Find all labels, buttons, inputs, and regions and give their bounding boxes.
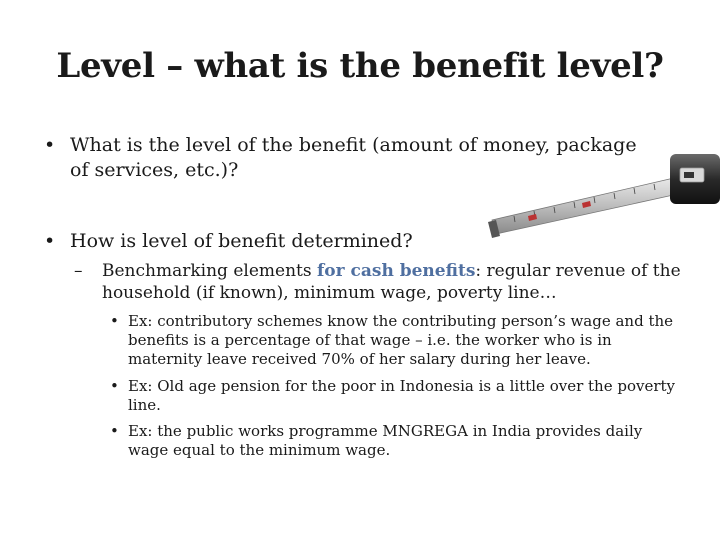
- benchmarking-rest: : regular revenue of the household (if known), minimum wage, poverty line…: [102, 261, 681, 303]
- sub-bullet-benchmarking: [74, 260, 694, 304]
- example-mngrega-india: [110, 422, 685, 460]
- bullet-marker: •: [44, 230, 56, 252]
- benchmarking-intro: Benchmarking elements: [102, 261, 317, 281]
- slide-title: Level – what is the benefit level?: [56, 46, 664, 86]
- bullet-text: What is the level of the benefit (amount of money, package of services, etc.)?: [70, 134, 637, 181]
- bullet-marker: •: [110, 377, 119, 395]
- bullet-marker: •: [110, 422, 119, 440]
- example-indonesia-pension: [110, 377, 685, 415]
- bullet-text: Ex: contributory schemes know the contributing person’s wage and the benefits is a percentage of that wage – i.e. the worker who is in maternity leave received 70% of her salary during her leave.: [128, 312, 674, 368]
- bullet-marker: •: [110, 312, 119, 330]
- bullet-text: [74, 260, 694, 304]
- bullet-text: Ex: Old age pension for the poor in Indonesia is a little over the poverty line.: [128, 377, 676, 414]
- bullet-text: Ex: the public works programme MNGREGA in India provides daily wage equal to the minimum wage.: [128, 422, 643, 459]
- bullet-level-determined: [44, 229, 644, 254]
- bullet-benefit-level: [44, 133, 644, 183]
- bullet-marker: •: [44, 134, 56, 156]
- example-contributory-schemes: [110, 312, 685, 369]
- bullet-text: How is level of benefit determined?: [70, 230, 413, 252]
- dash-marker: –: [74, 261, 83, 281]
- cash-benefits-highlight: for cash benefits: [316, 261, 476, 281]
